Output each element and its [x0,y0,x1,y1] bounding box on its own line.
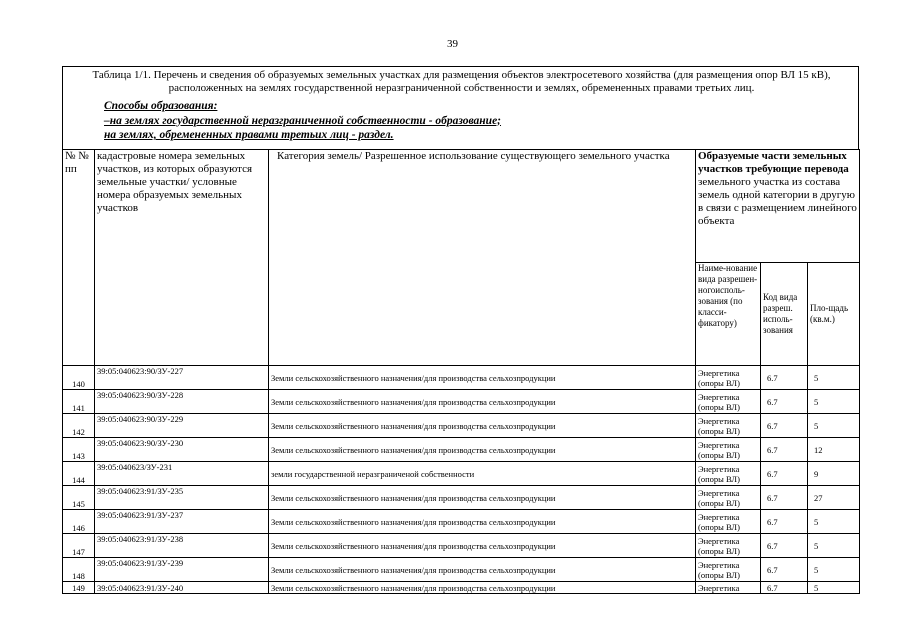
row-use-name: Энергетика (опоры ВЛ) [696,366,761,390]
row-cadastral: 39:05:040623:91/ЗУ-240 [95,582,269,594]
row-category: Земли сельскохозяйственного назначения/для производства сельхозпродукции [269,366,696,390]
row-use-code: 6.7 [761,438,808,462]
row-use-name: Энергетика (опоры ВЛ) [696,534,761,558]
row-cadastral: 39:05:040623:91/ЗУ-238 [95,534,269,558]
row-use-code: 6.7 [761,414,808,438]
row-category: Земли сельскохозяйственного назначения/для производства сельхозпродукции [269,438,696,462]
table-row [63,366,860,390]
header-area: Пло-щадь (кв.м.) [808,263,860,366]
row-cadastral: 39:05:040623:91/ЗУ-237 [95,510,269,534]
row-number: 147 [63,534,95,558]
header-category: Категория земель/ Разрешенное использование существующего земельного участка [269,150,696,366]
row-use-name: Энергетика (опоры ВЛ) [696,486,761,510]
table-row [63,438,860,462]
table-row [63,486,860,510]
row-number: 149 [63,582,95,594]
row-category: Земли сельскохозяйственного назначения/для производства сельхозпродукции [269,390,696,414]
table-row [63,414,860,438]
row-use-name: Энергетика (опоры ВЛ) [696,510,761,534]
row-cadastral: 39:05:040623:90/ЗУ-228 [95,390,269,414]
row-use-code: 6.7 [761,510,808,534]
row-use-code: 6.7 [761,390,808,414]
row-category: Земли сельскохозяйственного назначения/для производства сельхозпродукции [269,558,696,582]
methods-title: Способы образования: [104,100,218,112]
row-cadastral: 39:05:040623:91/ЗУ-235 [95,486,269,510]
row-number: 140 [63,366,95,390]
row-area: 5 [808,558,860,582]
row-use-code: 6.7 [761,462,808,486]
row-cadastral: 39:05:040623:90/ЗУ-230 [95,438,269,462]
row-number: 143 [63,438,95,462]
header-use-code: Код вида разреш. исполь-зования [761,263,808,366]
row-number: 146 [63,510,95,534]
header-parts [696,150,860,263]
row-area: 5 [808,582,860,594]
header-use-name: Наиме-нование вида разрешен-ногоисполь-зования (по класси-фикатору) [696,263,761,366]
row-number: 142 [63,414,95,438]
row-use-code: 6.7 [761,486,808,510]
row-use-name: Энергетика (опоры ВЛ) [696,558,761,582]
row-number: 141 [63,390,95,414]
row-cadastral: 39:05:040623:91/ЗУ-239 [95,558,269,582]
row-area: 9 [808,462,860,486]
table-row [63,390,860,414]
row-cadastral: 39:05:040623:90/ЗУ-227 [95,366,269,390]
row-number: 148 [63,558,95,582]
row-use-name: Энергетика [696,582,761,594]
table-caption: Таблица 1/1. Перечень и сведения об образуемых земельных участках для размещения объектов электросетевого хозяйства (для размещения опор ВЛ 15 кВ), расположенных на землях государственной неразграниченной собственности и землях, обремененных правами третьих лиц. [92,69,831,94]
methods-line-1: –на землях государственной неразграниченной собственности - образование; [104,114,502,127]
row-category: Земли сельскохозяйственного назначения/для производства сельхозпродукции [269,534,696,558]
row-category: Земли сельскохозяйственного назначения/для производства сельхозпродукции [269,414,696,438]
row-area: 5 [808,414,860,438]
row-area: 5 [808,390,860,414]
row-category: Земли сельскохозяйственного назначения/для производства сельхозпродукции [269,510,696,534]
row-area: 12 [808,438,860,462]
row-category: земли государственной неразграниченой собственности [269,462,696,486]
formation-methods [104,99,501,143]
row-use-name: Энергетика (опоры ВЛ) [696,390,761,414]
row-category: Земли сельскохозяйственного назначения/для производства сельхозпродукции [269,486,696,510]
header-cadastral: кадастровые номера земельных участков, из которых образуются земельные участки/ условные номера образуемых земельных участков [95,150,269,366]
row-number: 144 [63,462,95,486]
row-number: 145 [63,486,95,510]
header-parts-bold: Образуемые части земельных участков требующие перевода [698,150,849,175]
row-category: Земли сельскохозяйственного назначения/для производства сельхозпродукции [269,582,696,594]
land-plots-table [62,149,860,594]
table-row [63,534,860,558]
row-cadastral: 39:05:040623/ЗУ-231 [95,462,269,486]
row-use-code: 6.7 [761,558,808,582]
row-use-name: Энергетика (опоры ВЛ) [696,414,761,438]
row-area: 5 [808,366,860,390]
row-area: 5 [808,510,860,534]
table-row [63,582,860,594]
row-use-name: Энергетика (опоры ВЛ) [696,462,761,486]
table-row [63,558,860,582]
header-num: № № пп [63,150,95,366]
row-use-code: 6.7 [761,582,808,594]
table-row [63,462,860,486]
row-use-name: Энергетика (опоры ВЛ) [696,438,761,462]
page-number: 39 [447,38,458,50]
row-area: 5 [808,534,860,558]
header-parts-rest: земельного участка из состава земель одной категории в другую в связи с размещением линейного объекта [698,176,857,227]
table-row [63,510,860,534]
row-use-code: 6.7 [761,366,808,390]
row-use-code: 6.7 [761,534,808,558]
methods-line-2: на землях, обремененных правами третьих лиц - раздел. [104,129,394,141]
row-area: 27 [808,486,860,510]
row-cadastral: 39:05:040623:90/ЗУ-229 [95,414,269,438]
